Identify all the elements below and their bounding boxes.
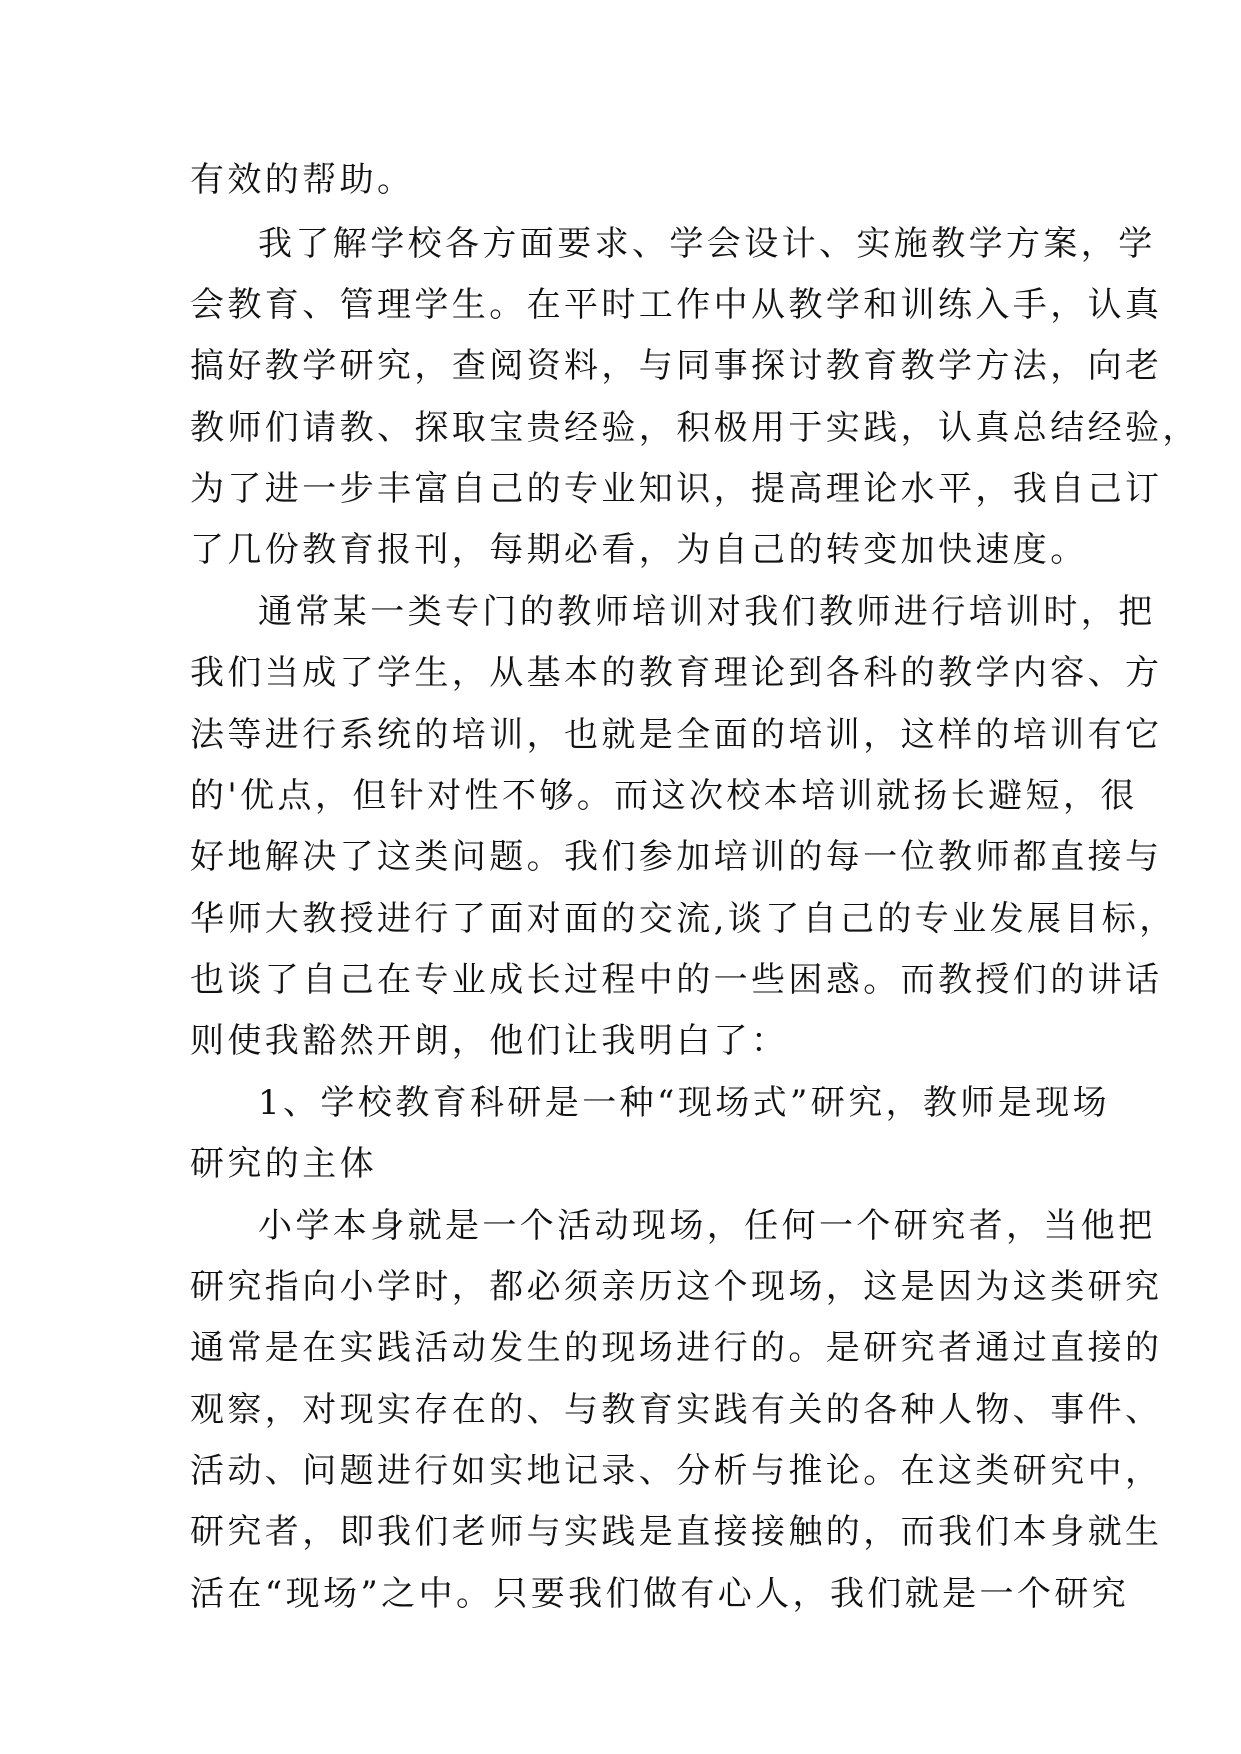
text-line: 通常是在实践活动发生的现场进行的。是研究者通过直接的 [190,1328,1163,1368]
paragraph-first-line: 小学本身就是一个活动现场，任何一个研究者，当他把 [258,1206,1156,1246]
text-line: 活在“现场”之中。只要我们做有心人，我们就是一个研究 [190,1574,1130,1614]
text-line: 华师大教授进行了面对面的交流,谈了自己的专业发展目标， [190,899,1177,939]
text-line: 有效的帮助。 [190,160,415,200]
text-line: 好地解决了这类问题。我们参加培训的每一位教师都直接与 [190,837,1163,877]
section-heading-line: 1、学校教育科研是一种“现场式”研究，教师是现场 [258,1083,1110,1123]
text-line: 则使我豁然开朗，他们让我明白了： [190,1021,789,1061]
text-line: 为了进一步丰富自己的专业知识，提高理论水平，我自己订 [190,469,1163,509]
text-line: 我们当成了学生，从基本的教育理论到各科的教学内容、方 [190,653,1163,693]
text-line: 也谈了自己在专业成长过程中的一些困惑。而教授们的讲话 [190,960,1163,1000]
text-line: 法等进行系统的培训，也就是全面的培训，这样的培训有它 [190,715,1163,755]
text-line: 研究者，即我们老师与实践是直接接触的，而我们本身就生 [190,1512,1163,1552]
paragraph-first-line: 我了解学校各方面要求、学会设计、实施教学方案，学 [258,224,1156,264]
text-line: 研究指向小学时，都必须亲历这个现场，这是因为这类研究 [190,1267,1163,1307]
text-line: 的'优点，但针对性不够。而这次校本培训就扬长避短，很 [190,776,1138,816]
paragraph-first-line: 通常某一类专门的教师培训对我们教师进行培训时，把 [258,592,1156,632]
text-line: 教师们请教、探取宝贵经验，积极用于实践，认真总结经验， [190,408,1200,448]
text-line: 活动、问题进行如实地记录、分析与推论。在这类研究中， [190,1451,1163,1491]
text-line: 观察，对现实存在的、与教育实践有关的各种人物、事件、 [190,1390,1163,1430]
section-heading-line: 研究的主体 [190,1144,377,1184]
text-line: 搞好教学研究，查阅资料，与同事探讨教育教学方法，向老 [190,346,1163,386]
text-line: 了几份教育报刊，每期必看，为自己的转变加快速度。 [190,530,1088,570]
text-line: 会教育、管理学生。在平时工作中从教学和训练入手，认真 [190,285,1163,325]
